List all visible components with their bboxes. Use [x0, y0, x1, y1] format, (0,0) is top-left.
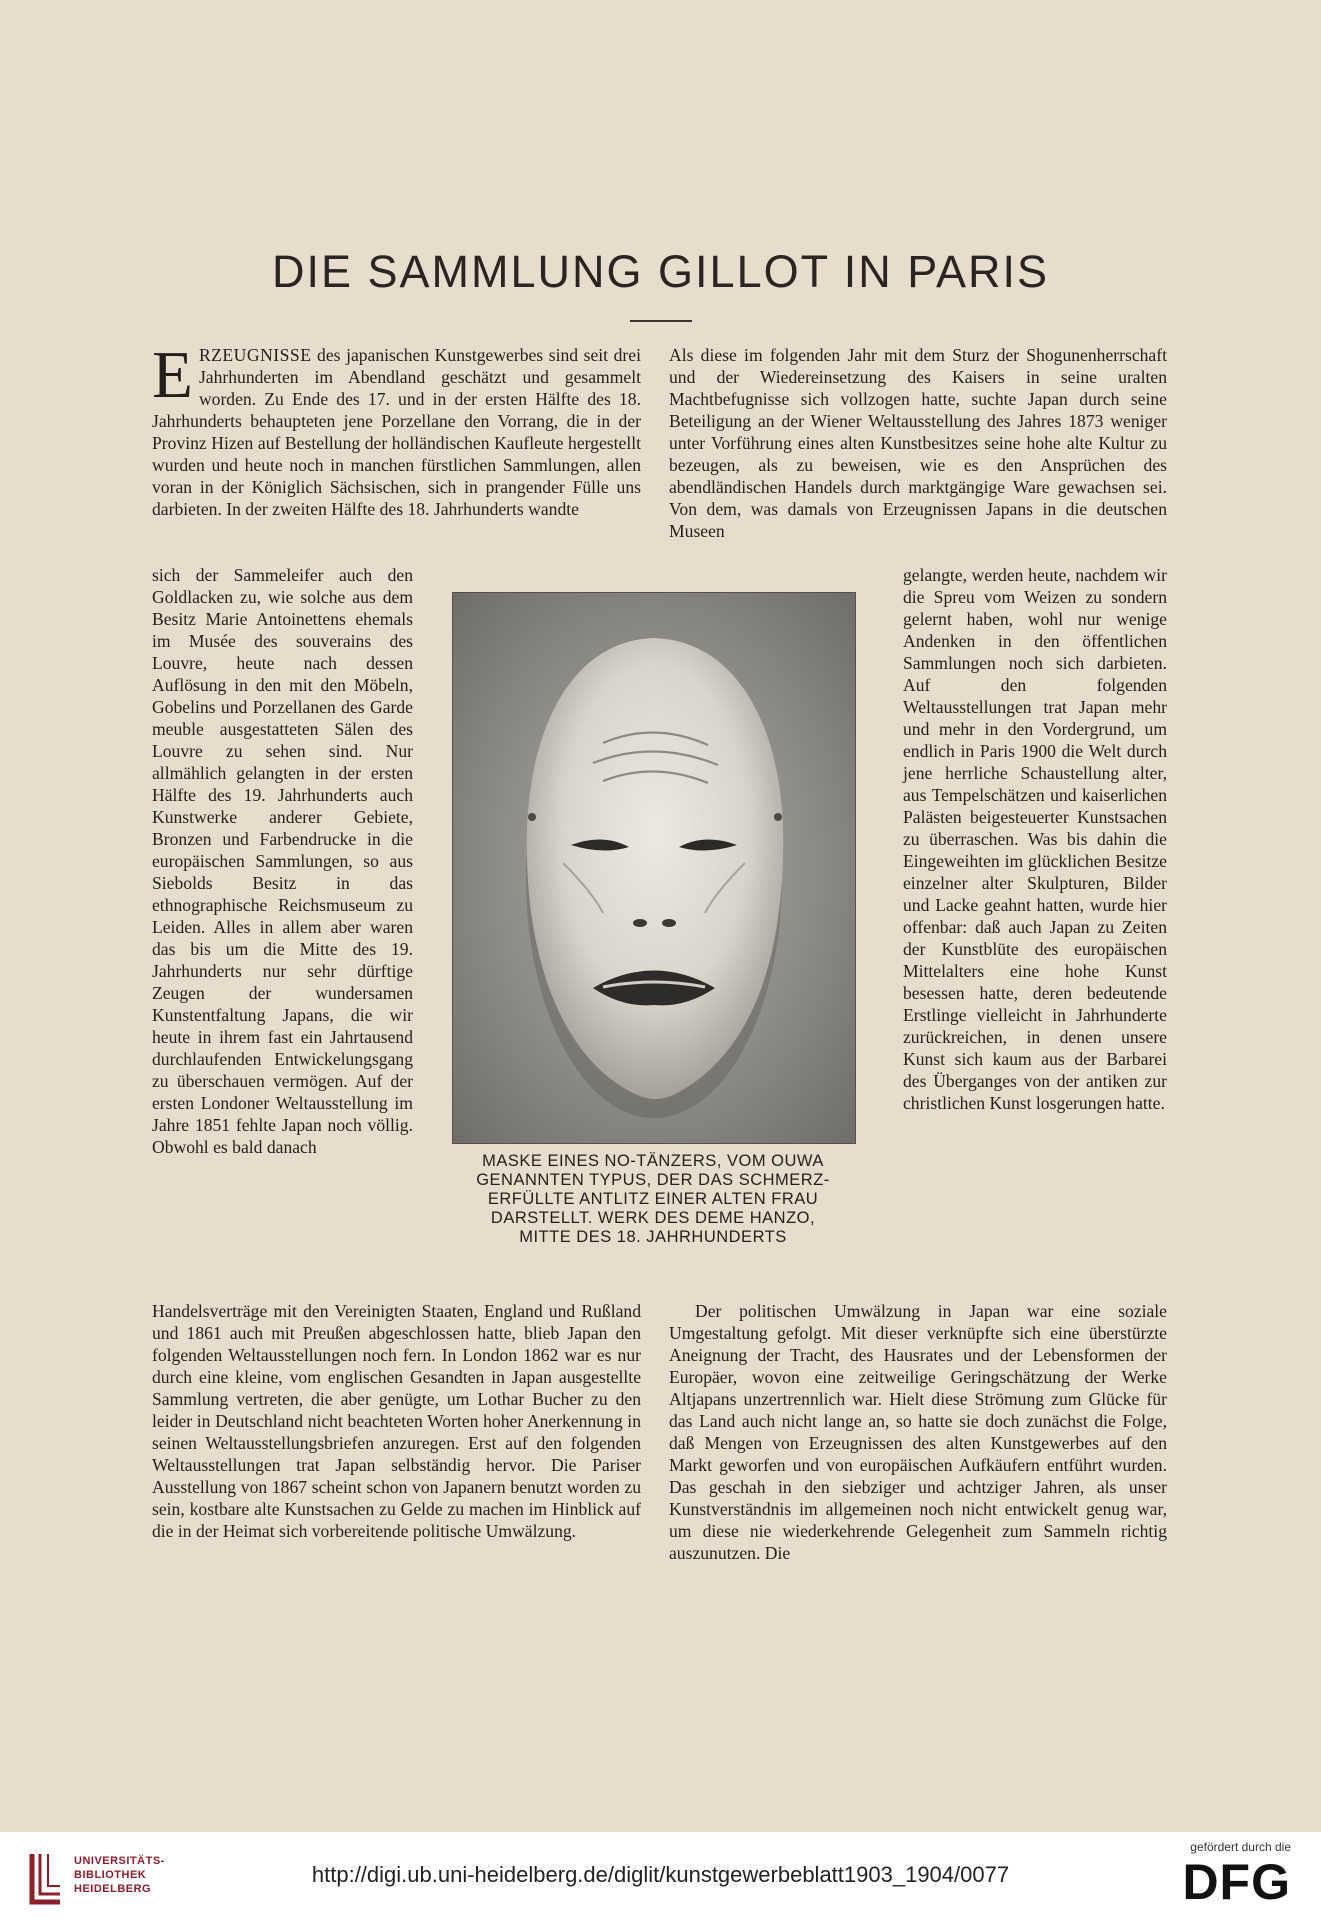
source-url-link[interactable]: http://digi.ub.uni-heidelberg.de/diglit/kunstgewerbeblatt1903_1904/0077 [311, 1862, 1010, 1887]
figure-caption [440, 1152, 866, 1247]
right-top-paragraph: Als diese im folgenden Jahr mit dem Sturz der Shogunenherrschaft und der Wiedereinsetzung des Kaisers in seine uralten Machtbefugnisse sich vollzogen hatte, suchte Japan durch seine Beteiligung an der Wiener Weltausstellung des Jahres 1873 weniger unter Vorführung eines alten Kunstbesitzes seine hohe alte Kultur zu bezeugen, als zu beweisen, wie es den Ansprüchen des abendländischen Handels durch marktgängige Ware gewachsen sei. Von dem, was damals von Erzeugnissen Japans in die deutschen Museen [669, 345, 1167, 541]
caption-line-2: GENANNTEN TYPUS, DER DAS SCHMERZ- [476, 1171, 830, 1189]
caption-line-1: MASKE EINES NO-TÄNZERS, VOM OUWA [482, 1152, 824, 1170]
right-nostril [662, 919, 676, 927]
noh-mask-illustration [453, 593, 855, 1143]
library-name-line-3: HEIDELBERG [74, 1883, 152, 1895]
right-cord-hole [774, 813, 782, 821]
dfg-wordmark: DFG [1182, 1854, 1291, 1910]
left-intro-paragraph [152, 338, 641, 520]
library-name-line-1: UNIVERSITÄTS- [74, 1855, 165, 1867]
left-narrow-paragraph: sich der Sammeleifer auch den Goldlacken zu, wie solche aus dem Besitz Marie Antoinettens ehemals im Musée des souverains des Louvre, heute nach dessen Auflösung in den mit den Möbeln, Gobelins und Porzellanen des Garde meuble ausgestatteten Sälen des Louvre zu sehen sind. Nur allmählich gelangten in der ersten Hälfte des 19. Jahrhunderts auch Kunstwerke anderer Gebiete, Bronzen und Farbendrucke in die europäischen Sammlungen, so aus Siebolds Besitz in das ethnographische Reichsmuseum zu Leiden. Alles in allem aber waren das bis um die Mitte des 19. Jahrhunderts nur sehr dürftige Zeugen der wundersamen Kunstentfaltung Japans, die wir heute in ihrem fast ein Jahrtausend durchlaufenden Entwickelungsgang zu überschauen vermögen. Auf der ersten Londoner Weltausstellung im Jahre 1851 fehlte Japan noch völlig. Obwohl es bald danach [152, 565, 413, 1157]
funded-by-label: gefördert durch die [1190, 1840, 1291, 1854]
library-name-line-2: BIBLIOTHEK [74, 1869, 147, 1881]
mask-photograph [452, 592, 856, 1144]
dfg-logo[interactable] [1141, 1840, 1291, 1920]
right-narrow-paragraph: gelangte, werden heute, nachdem wir die Spreu vom Weizen zu sondern gelernt haben, wohl nur wenige Andenken in den öffentlichen Sammlungen noch sich darbieten. Auf den folgenden Weltausstellungen trat Japan mehr und mehr in den Vordergrund, um endlich in Paris 1900 die Welt durch jene herrliche Schaustellung alter, aus Tempelschätzen und kaiserlichen Palästen beigesteuerter Kunstsachen zu überraschen. Was bis dahin die Eingeweihten im glücklichen Besitze einzelner alter Skulpturen, Bilder und Lacke geahnt hatten, wurde hier offenbar: daß auch Japan zu Zeiten der Kunstblüte des europäischen Mittelalters eine hohe Kunst besessen hatte, deren bedeutende Erstlinge vielleicht in Jahrhunderte zurückreichen, in denen unsere Kunst sich kaum aus der Barbarei des Überganges von der antiken zur christlichen Kunst losgerungen hatte. [903, 565, 1167, 1113]
left-cord-hole [528, 813, 536, 821]
left-nostril [633, 919, 647, 927]
right-bottom-paragraph: Der politischen Umwälzung in Japan war eine soziale Umgestaltung gefolgt. Mit dieser verknüpfte sich eine überstürzte Aneignung der Tracht, des Hausrates und der Lebensformen der Europäer, wovon eine zeitweilige Geringschätzung der Werke Altjapans unzertrennlich war. Hielt diese Strömung zum Glücke für das Land auch nicht lange an, so hatte sie doch zunächst die Folge, daß Mengen von Erzeugnissen des alten Kunstgewerbes auf den Markt geworfen und von europäischen Aufkäufern entführt wurden. Das geschah in den siebziger und achtziger Jahren, als unser Kunstverständnis im allgemeinen noch nicht entwickelt genug war, um diese nie wiederkehrende Gelegenheit zum Sammeln richtig auszunutzen. Die [669, 1301, 1167, 1563]
left-bottom-paragraph: Handelsverträge mit den Vereinigten Staaten, England und Rußland und 1861 auch mit Preußen abgeschlossen hatte, blieb Japan den folgenden Weltausstellungen noch fern. In London 1862 war es nur durch eine kleine, vom englischen Gesandten in Japan ausgestellte Sammlung vertreten, die aber genügte, um Lothar Bucher zu den leider in Deutschland nicht beachteten Worten hoher Anerkennung in seinen Weltausstellungsbriefen anzuregen. Erst auf den folgenden Weltausstellungen trat Japan selbständig hervor. Die Pariser Ausstellung von 1867 scheint schon von Japanern benutzt worden zu sein, kostbare alte Kunstsachen zu Gelde zu machen im Hinblick auf die in der Heimat sich vorbereitende politische Umwälzung. [152, 1301, 641, 1541]
caption-line-3: ERFÜLLTE ANTLITZ EINER ALTEN FRAU [487, 1190, 819, 1208]
intro-text: des japanischen Kunstgewerbes sind seit drei Jahrhunderten im Abendland geschätzt und gesammelt worden. Zu Ende des 17. und in der ersten Hälfte des 18. Jahrhunderts behaupteten jene Porzellane den Vorrang, die in der Provinz Hizen auf Bestellung der holländischen Kaufleute hergestellt wurden und heute noch in manchen fürstlichen Sammlungen, allen voran in der Königlich Sächsischen, sich in prangender Fülle uns darbieten. In der zweiten Hälfte des 18. Jahrhunderts wandte [152, 345, 641, 519]
caption-line-4: DARSTELLT. WERK DES DEME HANZO, [490, 1209, 816, 1227]
caption-line-5: MITTE DES 18. JAHRHUNDERTS [519, 1228, 787, 1246]
article-title: DIE SAMMLUNG GILLOT IN PARIS [272, 246, 1049, 297]
intro-lead-word: RZEUGNISSE [198, 345, 312, 365]
title-rule [630, 320, 692, 322]
drop-cap: E [152, 338, 193, 412]
digitization-footer [0, 1832, 1321, 1924]
